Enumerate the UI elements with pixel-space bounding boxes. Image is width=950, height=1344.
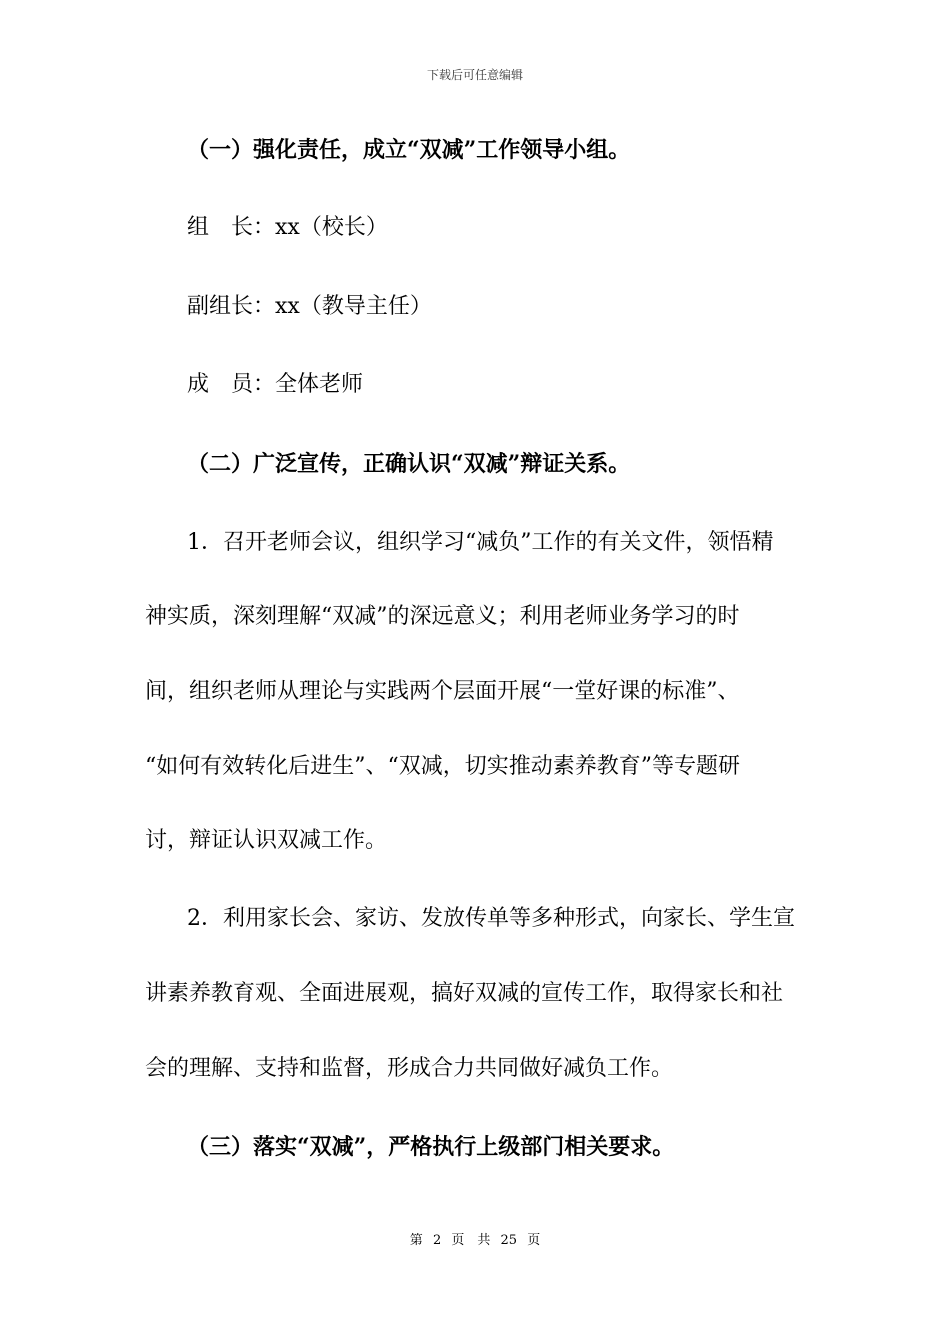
paragraph-line: 1．召开老师会议，组织学习“减负”工作的有关文件，领悟精 [187, 530, 774, 555]
leader-line: 组 长：xx（校长） [187, 215, 388, 240]
page-footer [0, 1229, 950, 1248]
footer-middle: 页 共 [451, 1233, 491, 1248]
footer-page-number: 2 [432, 1233, 442, 1248]
header-note: 下载后可任意编辑 [426, 68, 523, 82]
section-heading-1: （一）强化责任，成立“双减”工作领导小组。 [187, 137, 631, 163]
section-heading-3: （三）落实“双减”，严格执行上级部门相关要求。 [187, 1134, 675, 1160]
section-heading-2: （二）广泛宣传，正确认识“双减”辩证关系。 [187, 451, 631, 477]
paragraph-line: 讨，辩证认识双减工作。 [145, 828, 388, 853]
paragraph-line: 讲素养教育观、全面进展观，搞好双减的宣传工作，取得家长和社 [145, 981, 784, 1006]
members-line: 成 员：全体老师 [187, 372, 364, 397]
paragraph-line: 2．利用家长会、家访、发放传单等多种形式，向家长、学生宣 [187, 906, 795, 931]
paragraph-line: 神实质，深刻理解“双减”的深远意义；利用老师业务学习的时 [145, 604, 740, 629]
footer-suffix: 页 [527, 1233, 541, 1248]
paragraph-line: “如何有效转化后进生”、“双减，切实推动素养教育”等专题研 [145, 754, 740, 779]
footer-prefix: 第 [409, 1233, 423, 1248]
paragraph-line: 间，组织老师从理论与实践两个层面开展“一堂好课的标准”、 [145, 679, 740, 704]
footer-total-pages: 25 [500, 1233, 518, 1248]
paragraph-line: 会的理解、支持和监督，形成合力共同做好减负工作。 [145, 1056, 674, 1081]
deputy-leader-line: 副组长：xx（教导主任） [187, 294, 432, 319]
